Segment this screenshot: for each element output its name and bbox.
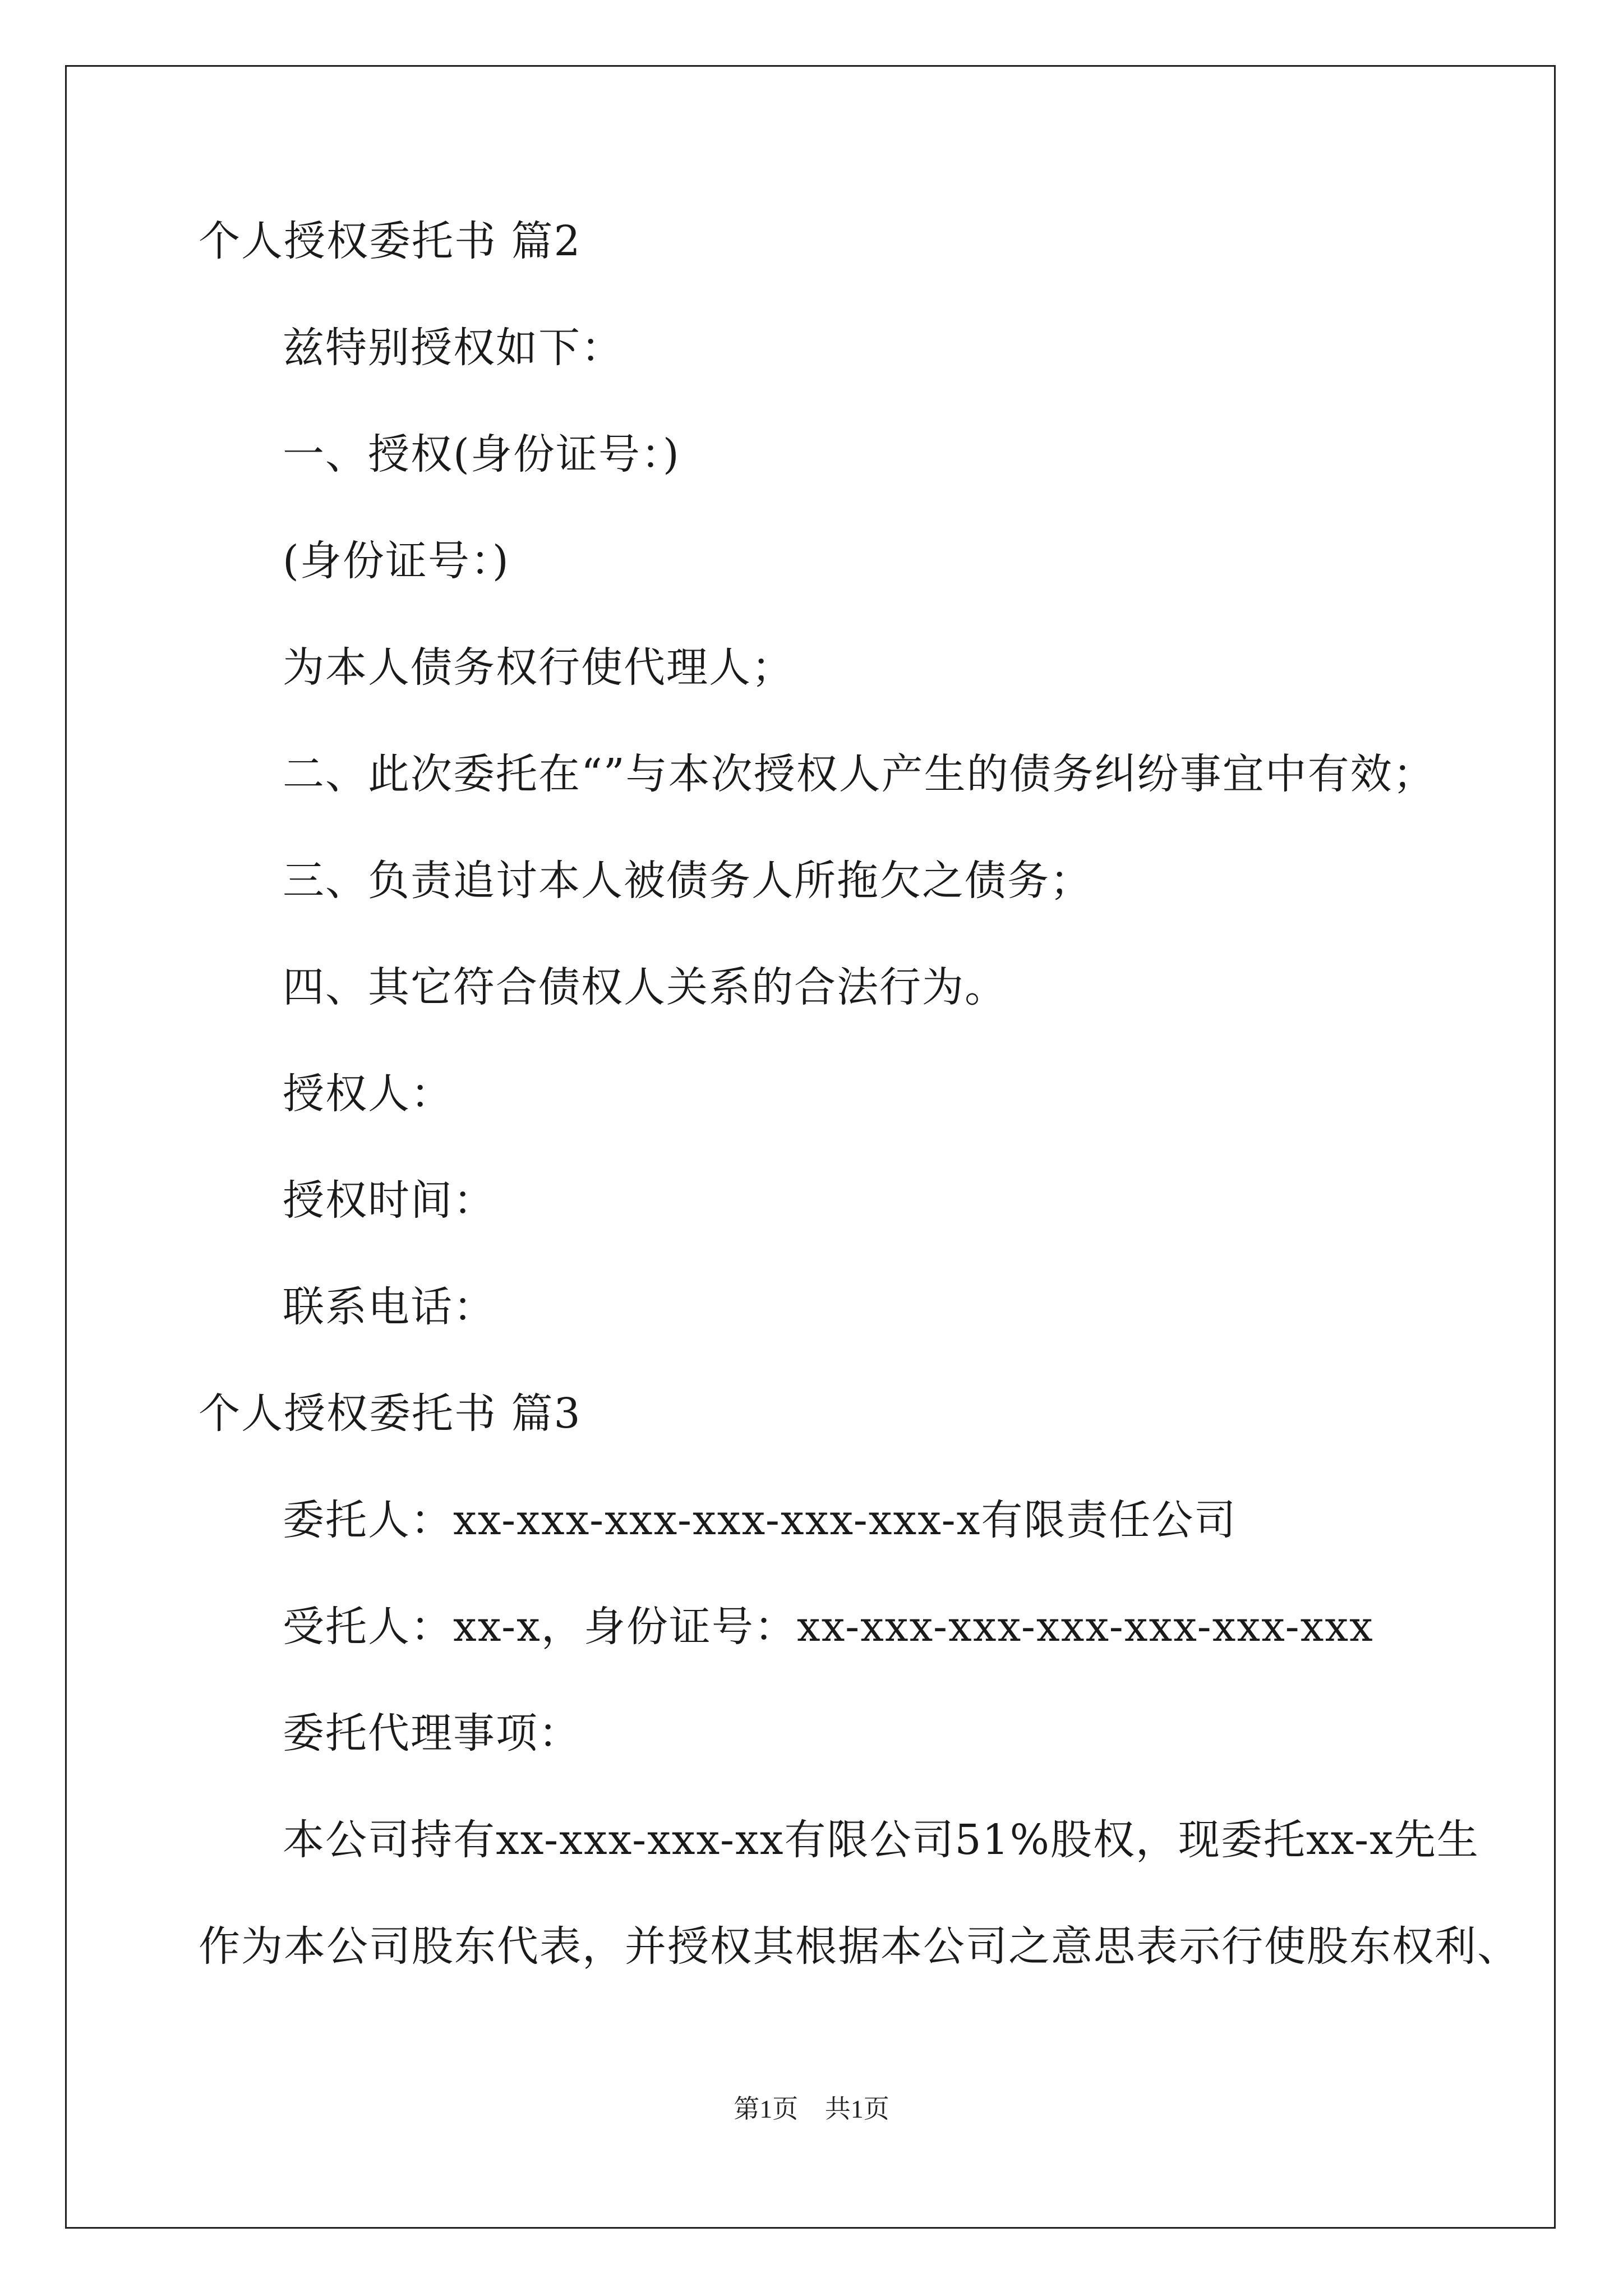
section-heading-2: 个人授权委托书 篇2: [199, 217, 582, 265]
paragraph: (身份证号：): [283, 537, 510, 585]
paragraph: 委托人：xx-xxx-xxx-xxx-xxx-xxx-x有限责任公司: [283, 1496, 1237, 1544]
signature-field-grantor: 授权人：: [283, 1070, 453, 1118]
section-heading-3: 个人授权委托书 篇3: [199, 1389, 582, 1438]
signature-field-date: 授权时间：: [283, 1176, 496, 1225]
paragraph: 二、此次委托在“”与本次授权人产生的债务纠纷事宜中有效；: [283, 750, 1436, 798]
paragraph: 本公司持有xx-xxx-xxx-xx有限公司51%股权，现委托xx-x先生: [283, 1816, 1479, 1864]
signature-field-phone: 联系电话：: [283, 1283, 496, 1331]
paragraph: 受托人：xx-x，身份证号：xx-xxx-xxx-xxx-xxx-xxx-xxx: [283, 1603, 1374, 1651]
paragraph: 兹特别授权如下：: [283, 324, 624, 372]
page-number-total: 共1页: [824, 2095, 889, 2123]
paragraph-continuation: 作为本公司股东代表，并授权其根据本公司之意思表示行使股东权利、: [199, 1922, 1520, 1971]
paragraph: 三、负责追讨本人被债务人所拖欠之债务；: [283, 857, 1092, 905]
page-border: [65, 65, 1556, 2229]
paragraph: 一、授权(身份证号：): [283, 430, 680, 478]
paragraph: 为本人债务权行使代理人；: [283, 643, 794, 692]
page-number-current: 第1页: [734, 2095, 799, 2123]
paragraph: 四、其它符合债权人关系的合法行为。: [283, 963, 1007, 1011]
paragraph: 委托代理事项：: [283, 1709, 581, 1757]
page-footer: [0, 2092, 1623, 2126]
